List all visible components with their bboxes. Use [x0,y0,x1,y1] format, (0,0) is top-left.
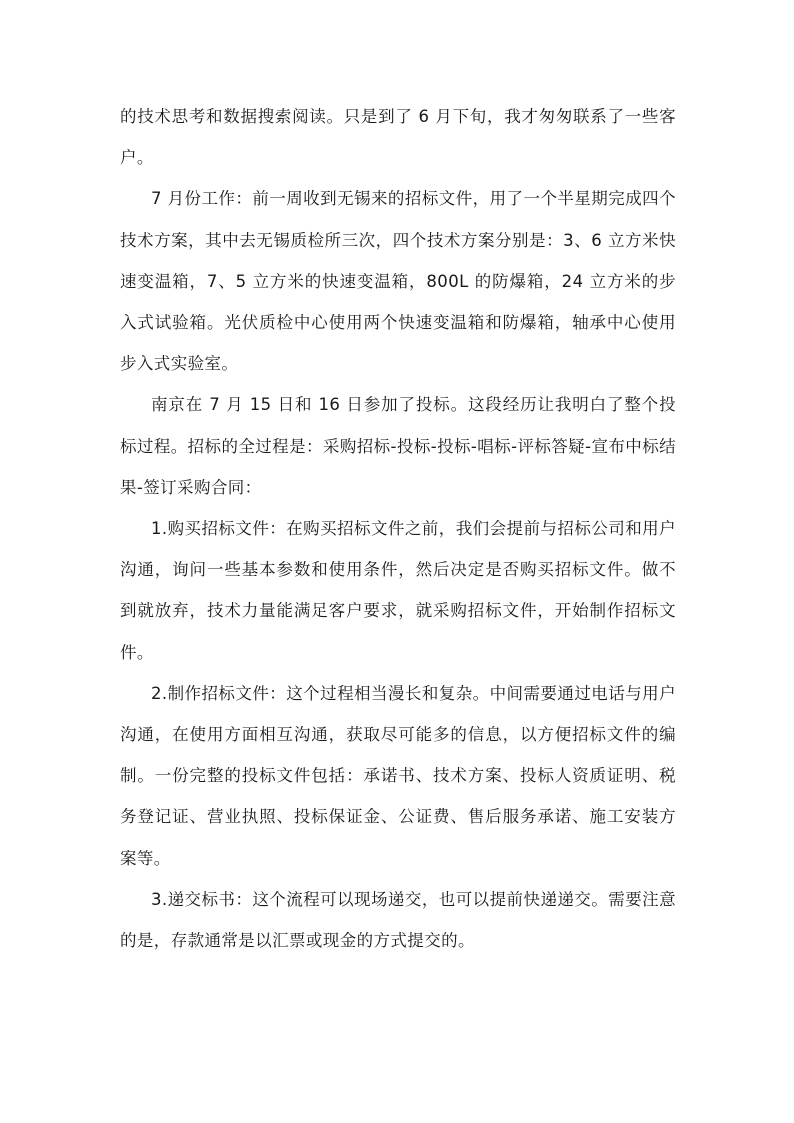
paragraph-continuation: 的技术思考和数据搜索阅读。只是到了 6 月下旬，我才匆匆联系了一些客户。 [120,107,676,168]
paragraph-nanjing-bidding: 南京在 7 月 15 日和 16 日参加了投标。这段经历让我明白了整个投标过程。招标的全过程是：采购招标-投标-投标-唱标-评标答疑-宣布中标结果-签订采购合同： [120,395,676,497]
paragraph-step-3-submit: 3.递交标书：这个流程可以现场递交，也可以提前快递递交。需要注意的是，存款通常是以汇票或现金的方式提交的。 [120,889,676,951]
paragraph-step-2-prepare: 2.制作招标文件：这个过程相当漫长和复杂。中间需要通过电话与用户沟通，在使用方面相互沟通，获取尽可能多的信息，以方便招标文件的编制。一份完整的投标文件包括：承诺书、技术方案、投标人资质证明、税务登记证、营业执照、投标保证金、公证费、售后服务承诺、施工安装方案等。 [120,683,676,868]
paragraph-july-work: 7 月份工作：前一周收到无锡来的招标文件，用了一个半星期完成四个技术方案，其中去无锡质检所三次，四个技术方案分别是：3、6 立方米快速变温箱，7、5 立方米的快速变温箱，800L 的防爆箱，24 立方米的步入式试验箱。光伏质检中心使用两个快速变温箱和防爆箱，轴承中心使用步入式实验室。 [120,189,676,374]
document-page [120,96,676,961]
paragraph-step-1-purchase: 1.购买招标文件：在购买招标文件之前，我们会提前与招标公司和用户沟通，询问一些基本参数和使用条件，然后决定是否购买招标文件。做不到就放弃，技术力量能满足客户要求，就采购招标文件，开始制作招标文件。 [120,519,676,662]
